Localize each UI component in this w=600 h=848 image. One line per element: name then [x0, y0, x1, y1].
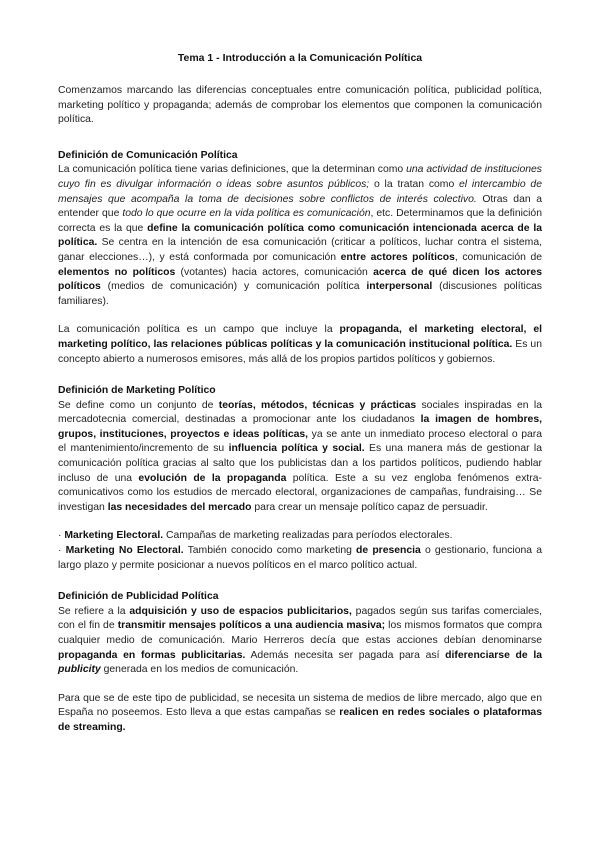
text-run: Campañas de marketing realizadas para períodos electorales.	[163, 530, 453, 542]
text-run: Se centra en la intención de esa comunicación (criticar a políticos, luchar contra el sistema, ganar elecciones…), y está conformada por comunicación	[58, 237, 542, 263]
text-run: elementos no políticos	[58, 266, 176, 278]
text-run: o gestionario, funciona a largo plazo y permite posicionar a nuevos políticos en el marco político actual.	[58, 545, 542, 571]
section-heading-publicidad: Definición de Publicidad Política	[58, 591, 219, 603]
text-run: de presencia	[356, 545, 421, 557]
text-run: transmitir mensajes políticos a una audiencia masiva;	[117, 620, 386, 632]
paragraph	[58, 163, 542, 309]
text-run: La comunicación política tiene varias definiciones, que la determinan como	[58, 164, 407, 176]
bullet-item	[58, 544, 542, 573]
text-run: También conocido como marketing	[183, 545, 357, 557]
text-run: los mismos formatos que compra cualquier medio de comunicación. Mario Herreros decía que estas acciones debían denominarse	[58, 620, 542, 646]
text-run: La comunicación política es un campo que incluye la	[58, 324, 340, 336]
paragraph	[58, 605, 542, 678]
text-run: adquisición y uso de espacios publicitarios,	[129, 605, 352, 617]
bullet-item	[58, 529, 542, 544]
text-run: las necesidades del mercado	[107, 501, 252, 513]
text-run: interpersonal	[366, 281, 433, 293]
section-heading-marketing: Definición de Marketing Político	[58, 385, 216, 397]
text-run: (medios de comunicación) y comunicación política	[100, 281, 367, 293]
section-publicidad	[58, 590, 542, 735]
intro-paragraph: Comenzamos marcando las diferencias conceptuales entre comunicación política, publicidad política, marketing político y propaganda; además de comprobar los elementos que componen la comunicación política.	[58, 85, 542, 126]
paragraph	[58, 692, 542, 736]
section-comunicacion	[58, 149, 542, 367]
document-title: Tema 1 - Introducción a la Comunicación Política	[177, 52, 423, 64]
text-run: la imagen de hombres, grupos, instituciones, proyectos e ideas políticas,	[58, 414, 542, 440]
text-run: una actividad de instituciones cuyo fin es divulgar información o ideas sobre asuntos públicos;	[58, 164, 542, 190]
text-run: , comunicación de	[454, 251, 543, 263]
text-run: el intercambio de mensajes que acompaña la toma de decisiones sobre conflictos de interés colectivo.	[58, 178, 542, 205]
text-run: Marketing Electoral.	[64, 530, 164, 542]
paragraph	[58, 399, 542, 516]
paragraph	[58, 323, 542, 367]
text-run: política. Este a su vez engloba fenómenos extra-comunicativos como los estudios de mercado electoral, organizaciones de campañas, fundraising… Se investigan	[58, 472, 542, 513]
text-run: realicen en redes sociales o plataformas de streaming.	[58, 707, 542, 733]
text-run: define la comunicación política como comunicación intencionada acerca de la política.	[58, 222, 542, 249]
text-run: pagados según sus tarifas comerciales, con el fin de	[58, 605, 543, 632]
text-run: sociales inspiradas en la mercadotecnia comercial, destinadas a promocionar ante los ciudadanos	[58, 399, 542, 426]
text-run: Marketing No Electoral.	[65, 545, 184, 557]
text-run: (votantes) hacia actores, comunicación	[175, 266, 374, 278]
text-run: Es una manera más de gestionar la comunicación política gracias al salto que los publicistas dan a los partidos políticos, pudiendo hablar incluso de una	[58, 443, 543, 484]
text-run: Además necesita ser pagada para así	[245, 649, 446, 661]
text-run: (discusiones políticas familiares).	[58, 281, 542, 307]
section-heading-comunicacion: Definición de Comunicación Política	[58, 149, 238, 161]
text-run: propaganda en formas publicitarias.	[58, 649, 246, 661]
text-run: propaganda, el marketing electoral, el marketing político, las relaciones públicas políticas y la comunicación institucional política.	[58, 324, 542, 350]
text-run: todo lo que ocurre en la vida política es comunicación	[122, 208, 371, 220]
text-run: Se define como un conjunto de	[58, 399, 219, 411]
text-run: ya se ante un inmediato proceso electoral o para el mantenimiento/incremento de su	[58, 428, 542, 455]
text-run: diferenciarse de la	[445, 649, 542, 661]
text-run: acerca de qué dicen los actores políticos	[58, 266, 542, 293]
text-run: Es un concepto abierto a numerosos emisores, más allá de los propios partidos políticos y gobiernos.	[58, 338, 542, 365]
text-run: publicity	[58, 664, 101, 676]
text-run: Para que se de este tipo de publicidad, se necesita un sistema de medios de libre mercado, algo que en España no poseemos. Esto lleva a que estas campañas se	[58, 692, 542, 719]
text-run: teorías, métodos, técnicas y prácticas	[218, 399, 417, 411]
text-run: ·	[58, 545, 66, 557]
text-run: Se refiere a la	[58, 605, 130, 617]
text-run: para crear un mensaje político capaz de persuadir.	[251, 501, 488, 513]
text-run: entre actores políticos	[340, 251, 455, 263]
text-run: generada en los medios de comunicación.	[100, 664, 299, 676]
text-run: Otras dan a entender que	[58, 193, 542, 220]
text-run: influencia política y social.	[228, 443, 365, 455]
text-run: ·	[58, 530, 65, 542]
text-run: , etc. Determinamos que la definición correcta es la que	[58, 208, 542, 234]
text-run: o la tratan como	[369, 178, 460, 190]
text-run: evolución de la propaganda	[138, 472, 287, 484]
section-marketing	[58, 384, 542, 573]
